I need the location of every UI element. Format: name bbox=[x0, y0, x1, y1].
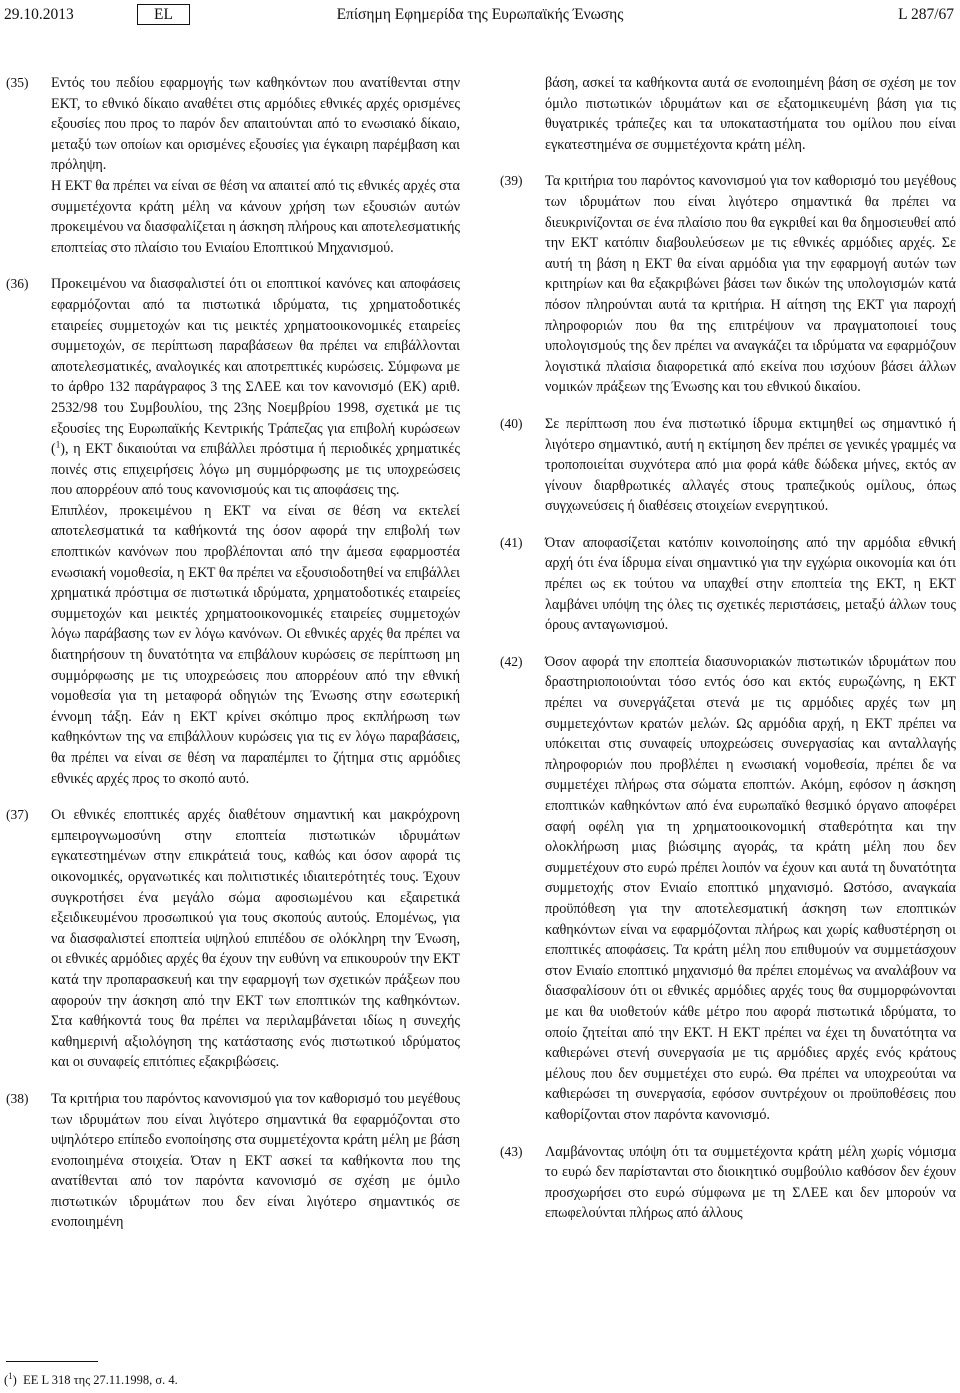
journal-title: Επίσημη Εφημερίδα της Ευρωπαϊκής Ένωσης bbox=[336, 6, 624, 23]
recital-38 bbox=[6, 1089, 460, 1233]
recital-body bbox=[545, 652, 956, 1126]
recital-number: (41) bbox=[500, 534, 523, 550]
language-code-box: EL bbox=[137, 4, 190, 25]
recital-text: Τα κριτήρια του παρόντος κανονισμού για τον καθορισμό του μεγέθους των ιδρυμάτων που είναι λιγότερο σημαντικά θα πρέπει να διευκρινίζονται σε ένα πλαίσιο που θα εγκριθεί και θα δημοσιευθεί από την ΕΚΤ κατόπιν διαβουλεύσεων με τις εθνικές αρμόδιες αρχές. Σε αυτή τη βάση η ΕΚΤ θα είναι αρμόδια για την εφαρμογή αυτών των κριτηρίων και θα εξακριβώνει βάσει των δικών της υπολογισμών κατά πόσον πληρούνται αυτά τα κριτήρια. Η αίτηση της ΕΚΤ για παροχή πληροφοριών που θα της επιτρέψουν να πραγματοποιεί τους υπολογισμούς της δεν πρέπει να αναγκάζει τα ιδρύματα να εφαρμόζουν λογιστικά πλαίσια διαφορετικά από εκείνα που ισχύουν βάσει άλλων νομικών πράξεων της Ένωσης και του εθνικού δικαίου. bbox=[545, 173, 956, 396]
recital-text: Εντός του πεδίου εφαρμογής των καθηκόντων που ανατίθενται στην ΕΚΤ, το εθνικό δίκαιο αναθέτει στις αρμόδιες εθνικές αρχές ορισμένες εξουσίες που προς το παρόν δεν απαιτούνται από το ενωσιακό δίκαιο, μεταξύ των οποίων και ορισμένες εξουσίες για έγκαιρη παρέμβαση και πρόληψη. bbox=[51, 75, 460, 174]
recital-body bbox=[51, 805, 460, 1073]
recital-35 bbox=[6, 73, 460, 258]
recital-body bbox=[545, 1142, 956, 1224]
recital-number: (40) bbox=[500, 415, 523, 431]
recital-body bbox=[545, 414, 956, 517]
recital-text: Επιπλέον, προκειμένου η ΕΚΤ να είναι σε θέση να εκτελεί αποτελεσματικά τα καθήκοντά της όσον αφορά την επιβολή των εποπτικών κανόνων που προβλέπονται από την άμεσα εφαρμοστέα ενωσιακή νομοθεσία, η ΕΚΤ θα πρέπει να εξουσιοδοτηθεί να επιβάλλει χρηματικά πρόστιμα σε πιστωτικά ιδρύματα, χρηματοδοτικές εταιρείες συμμετοχών και μεικτές χρηματοοικονομικές εταιρείες συμμετοχών λόγω παράβασης των εν λόγω κανόνων. Οι εθνικές αρχές θα πρέπει να διατηρήσουν τη δυνατότητα να επιβάλουν κυρώσεις σε περίπτωση μη συμμόρφωσης με τις υποχρεώσεις που απορρέουν από την εθνική νομοθεσία για τη μεταφορά οδηγιών της Ένωσης στην εσωτερική έννομη τάξη. Εάν η ΕΚΤ κρίνει σκόπιμο προς εκπλήρωση των καθηκόντων της να επιβάλλουν κυρώσεις για τις εν λόγω παραβάσεις, θα πρέπει να είναι σε θέση να παραπέμπει το ζήτημα στις αρμόδιες εθνικές αρχές προς το σκοπό αυτό. bbox=[51, 502, 460, 787]
recital-text: Λαμβάνοντας υπόψη ότι τα συμμετέχοντα κράτη μέλη χωρίς νόμισμα το ευρώ δεν παρίστανται στο διοικητικό συμβούλιο καθόσον δεν έχουν προσχωρήσει στο ευρώ σύμφωνα με τη ΣΛΕΕ και δεν μπορούν να επωφελούνται πλήρως από άλλους bbox=[545, 1143, 956, 1222]
publication-date: 29.10.2013 bbox=[4, 6, 74, 23]
recital-36 bbox=[6, 274, 460, 789]
recital-number: (35) bbox=[6, 75, 29, 90]
recital-text: Σε περίπτωση που ένα πιστωτικό ίδρυμα εκτιμηθεί ως σημαντικό ή λιγότερο σημαντικό, αυτή η εκτίμηση δεν πρέπει σε γενικές γραμμές να τροποποιείται συχνότερα από μια φορά κάθε δώδεκα μήνες, εκτός αν γίνουν διαρθρωτικές αλλαγές στους τραπεζικούς ομίλους, όπως συγχωνεύσεις ή διαθέσεις στοιχείων ενεργητικού. bbox=[545, 415, 956, 515]
recital-number: (36) bbox=[6, 276, 29, 292]
recital-38-continuation bbox=[545, 73, 956, 155]
recital-text: Η ΕΚΤ θα πρέπει να είναι σε θέση να απαιτεί από τις εθνικές αρχές στα συμμετέχοντα κράτη μέλη να κάνουν χρήση των εξουσιών αυτών προκειμένου να διασφαλίζεται η άσκηση πλήρους και αποτελεσματικής εποπτείας στο πλαίσιο του Ενιαίου Εποπτικού Μηχανισμού. bbox=[51, 177, 460, 256]
right-column bbox=[500, 73, 956, 1240]
footnote-marker: 1 bbox=[8, 1370, 13, 1381]
footnote-text: ΕΕ L 318 της 27.11.1998, σ. 4. bbox=[23, 1373, 178, 1387]
recital-body bbox=[545, 171, 956, 398]
page-reference: L 287/67 bbox=[898, 6, 954, 23]
recital-text: Τα κριτήρια του παρόντος κανονισμού για τον καθορισμό του μεγέθους των ιδρυμάτων που είναι λιγότερο σημαντικά θα εφαρμόζονται στο υψηλότερο επίπεδο ενοποίησης στα συμμετέχοντα κράτη μέλη με βάση ενοποιημένα στοιχεία. Όταν η ΕΚΤ ασκεί τα καθήκοντα που της ανατίθενται από τον παρόντα κανονισμό σε σχέση με όμιλο πιστωτικών ιδρυμάτων που δεν είναι λιγότερο σημαντικός σε ενοποιημένη bbox=[51, 1090, 460, 1231]
recital-number: (39) bbox=[500, 173, 523, 189]
footnote-reference[interactable]: 1 bbox=[55, 439, 61, 450]
recital-text: Όσον αφορά την εποπτεία διασυνοριακών πιστωτικών ιδρυμάτων που δραστηριοποιούνται τόσο εντός όσο και εκτός ευρωζώνης, η ΕΚΤ πρέπει να συνεργάζεται στενά με τις αρμόδιες αρχές των μη συμμετεχόντων κρατών μελών. Ως αρμόδια αρχή, η ΕΚΤ πρέπει να υπόκειται στις συναφείς υποχρεώσεις συνεργασίας και ανταλλαγής πληροφοριών που προβλέπει η ενωσιακή νομοθεσία, πρέπει δε να συμμετέχει πλήρως στα σώματα εποπτών. Ακόμη, εφόσον η άσκηση εποπτικών καθηκόντων από ένα ευρωπαϊκό θεσμικό όργανο αποφέρει σαφή οφέλη για τη χρηματοοικονομική σταθερότητα και την ολοκλήρωση μιας βιώσιμης αγοράς, τα κράτη μέλη που δεν συμμετέχουν στο ευρώ πρέπει λοιπόν να έχουν και αυτά τη δυνατότητα συμμετοχής στον Ενιαίο εποπτικό μηχανισμό. Ωστόσο, αναγκαία προϋπόθεση για την αποτελεσματική άσκηση των εποπτικών καθηκόντων είναι να εφαρμόζονται πλήρως και χωρίς καθυστέρηση οι εποπτικές αποφάσεις. Τα κράτη μέλη που επιθυμούν να συμμετάσχουν στον Ενιαίο εποπτικό μηχανισμό θα πρέπει επομένως να αναλάβουν να διασφαλίσουν ότι οι εθνικές αρμόδιες αρχές τους θα συμμορφώνονται με και θα υιοθετούν κάθε μέτρο που αφορά πιστωτικά ιδρύματα, το οποίο ζητείται από την ΕΚΤ. Η ΕΚΤ πρέπει να έχει τη δυνατότητα να καθιερώνει στενή συνεργασία με τις αρμόδιες αρχές ενός κράτους μέλους που δεν συμμετέχει στο ευρώ. Θα πρέπει να υποχρεούται να καθιερώσει τη συνεργασία, εφόσον συντρέχουν οι προϋποθέσεις που καθορίζονται στον παρόντα κανονισμό. bbox=[545, 653, 956, 1123]
recital-text: Οι εθνικές εποπτικές αρχές διαθέτουν σημαντική και μακρόχρονη εμπειρογνωμοσύνη στην εποπτεία πιστωτικών ιδρυμάτων εγκατεστημένων στην επικράτειά τους, καθώς και όσον αφορά τις οικονομικές, οργανωτικές και πολιτιστικές ιδιαιτερότητές τους. Έχουν συγκροτήσει ένα μεγάλο σώμα αφοσιωμένου και εξαιρετικά εξειδικευμένου προσωπικού για τους σκοπούς αυτούς. Επομένως, για να διασφαλιστεί εποπτεία υψηλού επιπέδου σε ολόκληρη την Ένωση, οι εθνικές αρμόδιες αρχές θα έχουν την ευθύνη να επικουρούν την ΕΚΤ κατά την προπαρασκευή και την εφαρμογή των σχετικών πράξεων που αφορούν την άσκηση από την ΕΚΤ των εποπτικών της καθηκόντων. Στα καθήκοντά τους θα πρέπει να περιλαμβάνεται ιδίως η συνεχής καθημερινή αξιολόγηση της κατάστασης ενός πιστωτικού ιδρύματος και οι συναφείς επιτόπιες εξακριβώσεις. bbox=[51, 807, 460, 1071]
recital-body bbox=[545, 533, 956, 636]
recital-body bbox=[51, 73, 460, 258]
recital-body bbox=[51, 1089, 460, 1233]
recital-text-part: ), η ΕΚΤ δικαιούται να επιβάλλει πρόστιμα ή περιοδικές χρηματικές ποινές στις επιχειρήσεις λόγω μη συμμόρφωσης με τις υποχρεώσεις που απορρέουν από τους κανονισμούς και τις αποφάσεις της. bbox=[51, 441, 460, 499]
recital-text bbox=[51, 274, 460, 501]
footnote-divider bbox=[6, 1361, 98, 1362]
footnote: ($^1$) ΕΕ L 318 της 27.11.1998, σ. 4. bbox=[4, 1370, 178, 1387]
recital-41 bbox=[500, 533, 956, 636]
page-header bbox=[0, 0, 960, 34]
recital-number: (42) bbox=[500, 653, 523, 669]
recital-text: Όταν αποφασίζεται κατόπιν κοινοποίησης από την αρμόδια εθνική αρχή ότι ένα ίδρυμα είναι σημαντικό για την εγχώρια οικονομία και ότι πρέπει ως εκ τούτου να υπαχθεί στην εποπτεία της ΕΚΤ, η ΕΚΤ λαμβάνει υπόψη της όλες τις σχετικές περιστάσεις, μεταξύ άλλων τους όρους ανταγωνισμού. bbox=[545, 534, 956, 634]
recital-42 bbox=[500, 652, 956, 1126]
recital-43 bbox=[500, 1142, 956, 1224]
recital-text: βάση, ασκεί τα καθήκοντα αυτά σε ενοποιημένη βάση σε σχέση με τον όμιλο πιστωτικών ιδρυμάτων και σε εξατομικευμένη βάση για τις θυγατρικές τράπεζες και τα υποκαταστήματα του ομίλου που είναι εγκατεστημένα σε συμμετέχοντα κράτη μέλη. bbox=[545, 75, 956, 153]
recital-number: (38) bbox=[6, 1090, 29, 1106]
recital-body bbox=[51, 274, 460, 789]
recital-40 bbox=[500, 414, 956, 517]
recital-39 bbox=[500, 171, 956, 398]
recital-number: (37) bbox=[6, 807, 29, 823]
left-column bbox=[6, 73, 460, 1249]
recital-number: (43) bbox=[500, 1143, 523, 1159]
recital-37 bbox=[6, 805, 460, 1073]
recital-text-part: Προκειμένου να διασφαλιστεί ότι οι εποπτικοί κανόνες και αποφάσεις εφαρμόζονται από τα πιστωτικά ιδρύματα, τις χρηματοδοτικές εταιρείες συμμετοχών και τις μεικτές χρηματοοικονομικές εταιρείες συμμετοχών, σε περίπτωση παραβάσεων θα πρέπει να επιβάλλονται αποτελεσματικές, αναλογικές και αποτρεπτικές κυρώσεις. Σύμφωνα με το άρθρο 132 παράγραφος 3 της ΣΛΕΕ και τον κανονισμό (ΕΚ) αριθ. 2532/98 του Συμβουλίου, της 23ης Νοεμβρίου 1998, σχετικά με τις εξουσίες της Ευρωπαϊκής Κεντρικής Τράπεζας για επιβολή κυρώσεων ( bbox=[51, 276, 460, 458]
